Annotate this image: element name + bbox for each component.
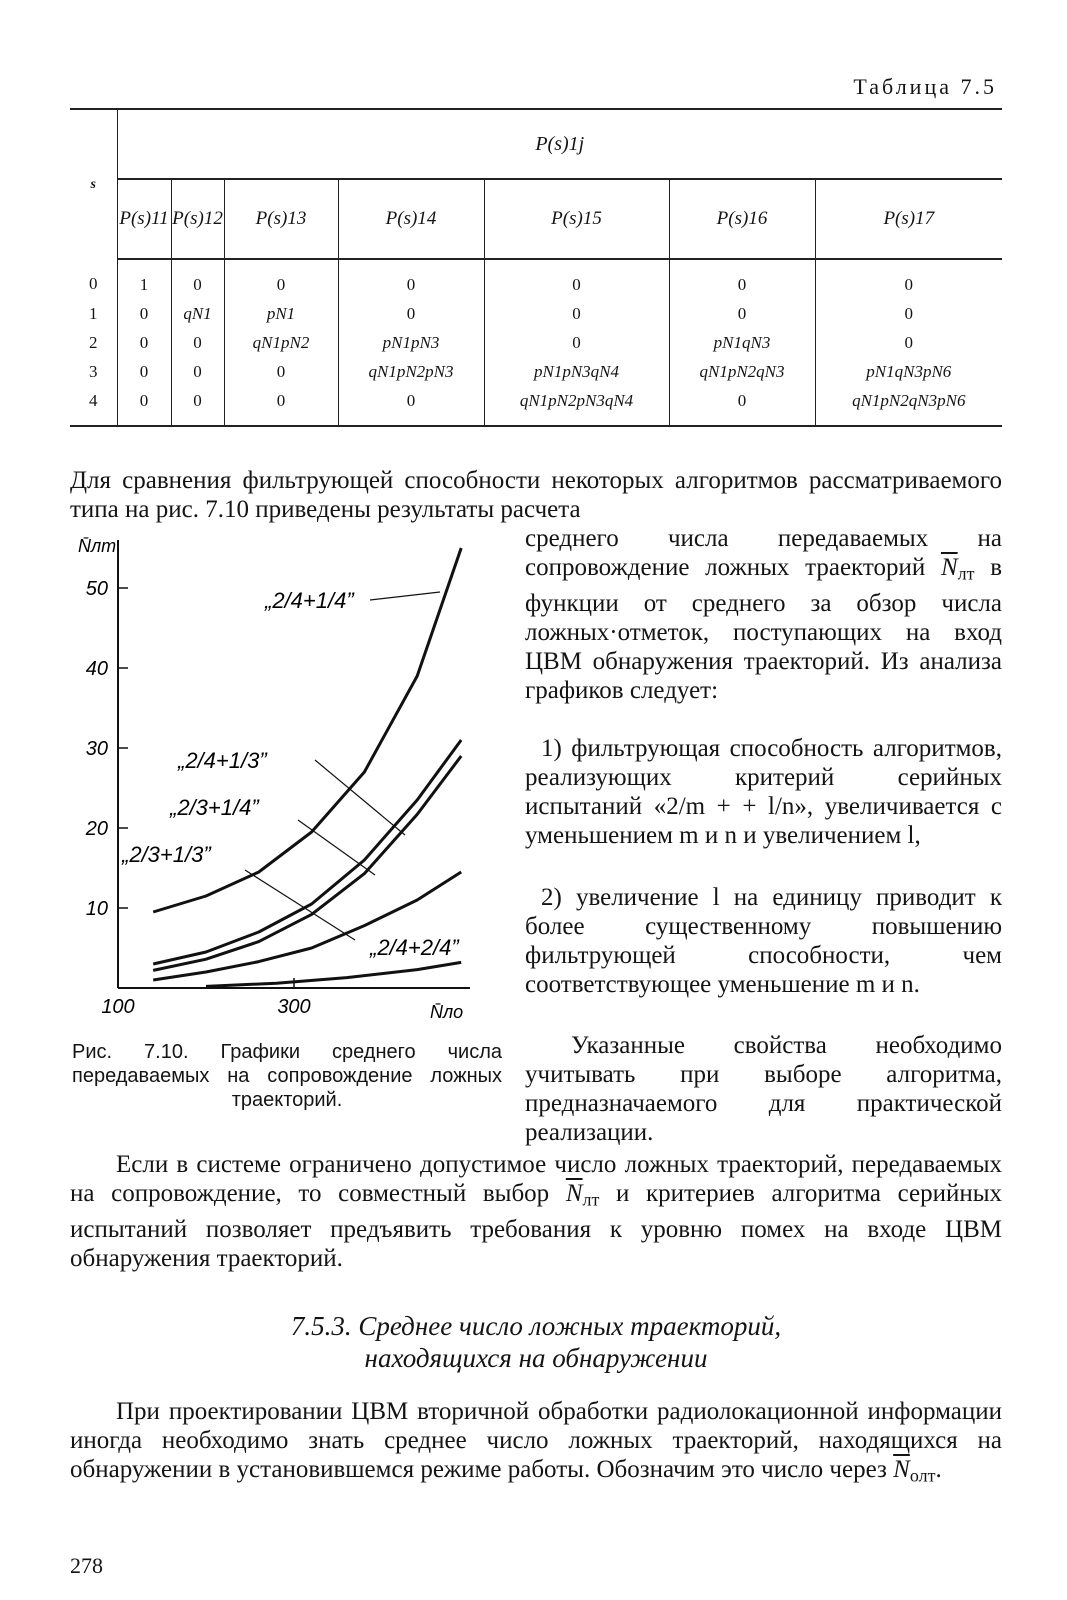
column-header: P(s)13 <box>224 179 338 259</box>
series-line <box>153 872 461 980</box>
paragraph-4-text: При проектировании ЦВМ вторичной обработки радиолокационной информации иногда необходимо знать среднее число ложных траекторий, находящихся на обнаружении в установившемся режиме работы. Обозначим это число через <box>70 1398 1002 1483</box>
column-header: P(s)14 <box>338 179 484 259</box>
table-cell: 0 <box>117 386 171 426</box>
table-cell-s: 2 <box>89 332 98 352</box>
series-label: „2/3+1/4” <box>170 795 259 820</box>
table-cell: qN1pN2qN3pN6 <box>815 386 1002 426</box>
series-leader-line <box>298 820 375 875</box>
table-cell: pN1pN3 <box>338 328 484 357</box>
figure-7-10 <box>70 530 510 1030</box>
table-cell-s: 1 <box>89 303 98 323</box>
table-cell: pN1qN3 <box>669 328 815 357</box>
table-cell: 0 <box>669 299 815 328</box>
y-tick-label: 30 <box>85 738 108 760</box>
x-axis-label: N̄ло <box>430 1002 464 1022</box>
table-cell: 0 <box>338 259 484 299</box>
figure-caption: Рис. 7.10. Графики среднего числа передаваемых на сопровождение ложных траекторий. <box>72 1041 502 1111</box>
series-line <box>206 962 461 986</box>
paragraph-3-text-a: Если в системе ограничено допустимое число ложных траекторий, передаваемых на сопровождение, то совместный выбор <box>70 1151 1002 1207</box>
table-cell: pN1 <box>224 299 338 328</box>
nlt-subscript: лт <box>957 563 975 584</box>
page-number: 278 <box>70 1553 103 1578</box>
list-item-2: 2) увеличение l на единицу приводит к более существенному повышению фильтрующей способности, чем соответствующее уменьшение m и n. <box>525 884 1002 998</box>
section-title-line-2: находящихся на обнаружении <box>364 1343 708 1373</box>
column-header: P(s)17 <box>815 179 1002 259</box>
column-header: P(s)12 <box>171 179 224 259</box>
group-header: P(s)1j <box>117 109 1002 179</box>
table-cell: qN1pN2pN3 <box>338 357 484 386</box>
table-cell: 0 <box>171 259 224 299</box>
y-axis-label: N̄лт <box>78 536 117 556</box>
table-cell-s: 4 <box>70 386 117 426</box>
table-cell: 0 <box>815 328 1002 357</box>
table-cell: 0 <box>224 386 338 426</box>
column-header: P(s)16 <box>669 179 815 259</box>
nlt-subscript-2: лт <box>582 1189 600 1210</box>
table-body <box>70 259 1002 426</box>
list-item-1: 1) фильтрующая способность алгоритмов, реализующих критерий серийных испытаний «2/m + + l/n», увеличивается с уменьшением m и n и увеличением l, <box>525 735 1002 849</box>
table-caption: Таблица 7.5 <box>853 74 997 99</box>
paragraph-3 <box>70 1150 1002 1273</box>
table-cell: 0 <box>484 328 669 357</box>
series-leader-line <box>315 760 405 835</box>
table-cell: 0 <box>171 328 224 357</box>
series-label: „2/3+1/3” <box>122 842 211 867</box>
paragraph-4 <box>70 1397 1002 1491</box>
table-cell: 0 <box>171 357 224 386</box>
table-cell: 0 <box>171 386 224 426</box>
table-row <box>70 357 1002 386</box>
y-tick-label: 40 <box>85 658 108 680</box>
section-title <box>70 1310 1002 1374</box>
nlt-symbol-2: $\overline{N}$ <box>565 1180 583 1207</box>
s-header: s <box>70 109 117 259</box>
paragraph-1-top <box>70 466 1002 524</box>
table-cell: qN1pN2pN3qN4 <box>484 386 669 426</box>
table-cell: 0 <box>484 299 669 328</box>
table-cell: 0 <box>224 357 338 386</box>
paragraph-2: Указанные свойства необходимо учитывать при выборе алгоритма, предназначаемого для практической реализации. <box>525 1032 1002 1146</box>
table-row <box>70 328 1002 357</box>
table-row <box>70 259 1002 299</box>
table-cell-s: 3 <box>89 361 98 381</box>
series-leader-line <box>370 592 440 600</box>
paragraph-1-right-cont: в функции от среднего за обзор числа ложных·отметок, поступающих на вход ЦВМ обнаружения траекторий. Из анализа графиков следует: <box>525 554 1002 704</box>
nolt-symbol: $\overline{N}$ <box>893 1456 910 1483</box>
table-cell: 0 <box>117 357 171 386</box>
table-cell: qN1pN2 <box>224 328 338 357</box>
column-header: P(s)15 <box>484 179 669 259</box>
y-tick-label: 20 <box>85 818 108 840</box>
table-7-5 <box>70 108 1002 427</box>
y-tick-label: 10 <box>85 898 108 920</box>
column-headers <box>70 179 1002 259</box>
table-cell: 0 <box>224 259 338 299</box>
table-cell: 0 <box>117 328 171 357</box>
paragraph-4-end: . <box>935 1456 942 1483</box>
column-header: P(s)11 <box>117 179 171 259</box>
series-label: „2/4+1/3” <box>178 748 267 773</box>
table-cell: 0 <box>117 299 171 328</box>
table-cell: 0 <box>815 299 1002 328</box>
paragraph-3-text-b: и критериев алгоритма серийных испытаний позволяет предъявить требования к уровню помех на входе ЦВМ обнаружения траекторий. <box>70 1180 1003 1272</box>
table-cell: 0 <box>815 259 1002 299</box>
table-cell: 1 <box>117 259 171 299</box>
paragraph-1-right <box>525 524 1002 705</box>
x-tick-label: 100 <box>101 996 135 1018</box>
table-cell: pN1pN3qN4 <box>484 357 669 386</box>
y-tick-label: 50 <box>85 578 108 600</box>
table-row <box>70 299 1002 328</box>
section-title-line-1: 7.5.3. Среднее число ложных траекторий, <box>290 1311 782 1341</box>
table-cell-s: 0 <box>89 274 98 293</box>
chart-svg <box>70 530 510 1030</box>
paragraph-1-right-text: среднего числа передаваемых на сопровождение ложных траекторий <box>525 525 1002 581</box>
table-cell: 0 <box>338 299 484 328</box>
table-cell: 0 <box>338 386 484 426</box>
series-label: „2/4+2/4” <box>370 935 459 960</box>
table-cell: qN1 <box>171 299 224 328</box>
table-cell: qN1pN2qN3 <box>669 357 815 386</box>
nolt-subscript: олт <box>909 1465 936 1486</box>
paragraph-1-top-text: Для сравнения фильтрующей способности некоторых алгоритмов рассматриваемого типа на рис. 7.10 приведены результаты расчета <box>70 467 1002 523</box>
table-cell: pN1qN3pN6 <box>815 357 1002 386</box>
series-label: „2/4+1/4” <box>265 588 354 613</box>
table-cell: 0 <box>669 386 815 426</box>
table-cell: 0 <box>669 259 815 299</box>
x-tick-label: 300 <box>277 996 311 1018</box>
table-cell: 0 <box>484 259 669 299</box>
nlt-symbol: $\overline{N}$ <box>940 554 958 581</box>
table-row <box>70 386 1002 426</box>
